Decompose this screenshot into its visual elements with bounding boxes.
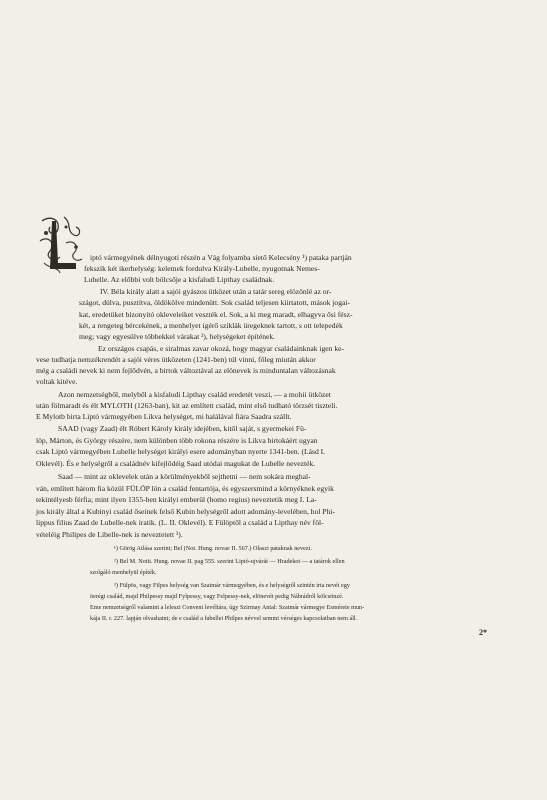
body-line: Oklevél). És e helységről a családnév kifejlődéig Saad utódai magukat de Lubelle nevezték. <box>36 459 316 468</box>
body-line: Ez országos csapás, e siralmas zavar okozá, hogy magyar családainknak igen ke- <box>98 344 345 353</box>
footnote: öerégi család, majd Philpessy majd Fylpessy, vagy Felpessy-nek, elönevét pedig Nábrádról kölcsönzé. <box>90 593 344 600</box>
ornamental-initial-l-icon <box>36 213 86 275</box>
body-line: IV. Béla király alatt a sajói gyászos ütközet után a tatár sereg elözönlé az or- <box>100 287 332 296</box>
body-line: kat, eredetüket bizonyító okleveleiket veszték el. Sok, a ki meg maradt, elhagyva ősi fész- <box>79 310 353 319</box>
body-line: meg; vagy egyesülve többekkel várakat ²), helységeket építének. <box>79 332 276 341</box>
body-line: tekintélyesb férfia; mint ilyen 1355-ben királyi emberül (homo regius) neveztetik meg I. La- <box>36 495 317 504</box>
footnote: kája II. r. 227. lapján olvashatni; de e család a lubellei Philpes névvel semmi vérséges kapcsolatban nem áll. <box>90 615 358 622</box>
body-line: iptó vármegyének délnyugoti részén a Vág folyamba siető Kelecsény ¹) pataka partján <box>90 253 352 262</box>
body-line: löp, Márton, és György részére, nem különben több rokona részére is Likva birtokáért ugyan <box>36 436 318 445</box>
body-line: Saad — mint az oklevelek után a körülményekből sejthetni — nem sokára meghal- <box>58 472 311 481</box>
body-line: két, a rengeteg bércekének, a menhelyet igérő sziklák üregeknek tartott, s ott telepedék <box>79 321 343 330</box>
body-line: szágot, dúlva, pusztítva, öldökölve mindenütt. Sok család teljesen kiirtatott, mások jogai- <box>79 298 351 307</box>
body-line: fekszik két ikerhelység: keletnek fordulva Király-Lubelle, nyugotnak Nemes- <box>84 264 320 273</box>
page-marker: 2* <box>479 628 487 637</box>
footnote: ¹) Görög Atlása szerint; Bel (Not. Hung. novae II. 567.) Olaszi pataknak nevezi. <box>114 545 312 552</box>
body-line: Azon nemzetségből, melyből a kisfaludi Lipthay család eredetét veszi, — a mohii ütközet <box>58 390 331 399</box>
body-line: ván, említett három fia közül FÜLÖP lön a család fentartója, és egyszersmind a környéknek egyik <box>36 484 334 493</box>
body-line: E Mylotb birta Liptó vármegyében Likva helységet, mi halálával fiára Saadra szállt. <box>36 412 292 421</box>
body-line: vételéig Philipes de Libelle-nek is neveztetett ³). <box>36 530 183 539</box>
footnote: ³) Fülpös, vagy Filpes helység van Szatmár vármegyében, és e helységről szintén írta nevét egy <box>114 582 350 589</box>
footnote: ²) Bel M. Notit. Hung. novae II. pag 555. szerint Liptó-ujvárát — Hradekot — a tatárok ellen <box>114 558 345 565</box>
footnote: szolgáló menhelyül építék. <box>90 569 157 576</box>
footnote: Eme nemzetségről valamint a leleszi Convent levéltára, úgy Szirmay Antal: Szatmár vármegye Esmérete mun- <box>90 604 365 611</box>
body-line: csak Liptó vármegyében Lubelle helységet királyi esere adományban nyerte 1341-ben. (Lásd I. <box>36 447 326 456</box>
body-line: Lubelle. Az előbbi volt bölcsője a kisfaludi Lipthay családnak. <box>84 275 275 284</box>
body-line: jos király által a Kubinyi család őseinek felső Kubin helységről adott adomány-levelében, hol Phi- <box>36 507 336 516</box>
body-line: még a családi nevek ki nem fejlődvén, a birtok változtával az elönevek is minduntalan változásnak <box>36 366 336 375</box>
body-line: voltak kitéve. <box>36 377 78 386</box>
body-line: után fölmaradt és élt MYLOTH (1263-ban), kit az említett család, mint első tudható törzsét tiszteli. <box>36 401 338 410</box>
decorated-initial-letter <box>36 213 86 275</box>
body-line: SAAD (vagy Zaad) élt Róbert Károly király idejében, kitől saját, s gyermekei Fü- <box>58 424 307 433</box>
body-line: vese tudhatja nemzékrendét a sajói véres ütközeten (1241-ben) túl vinni, főleg miután akkor <box>36 355 316 364</box>
body-line: lippus filius Zaad de Lubelle-nek iratik. (L. II. Oklevél). E Fülöptől a család a Lipthay név föl- <box>36 518 324 527</box>
